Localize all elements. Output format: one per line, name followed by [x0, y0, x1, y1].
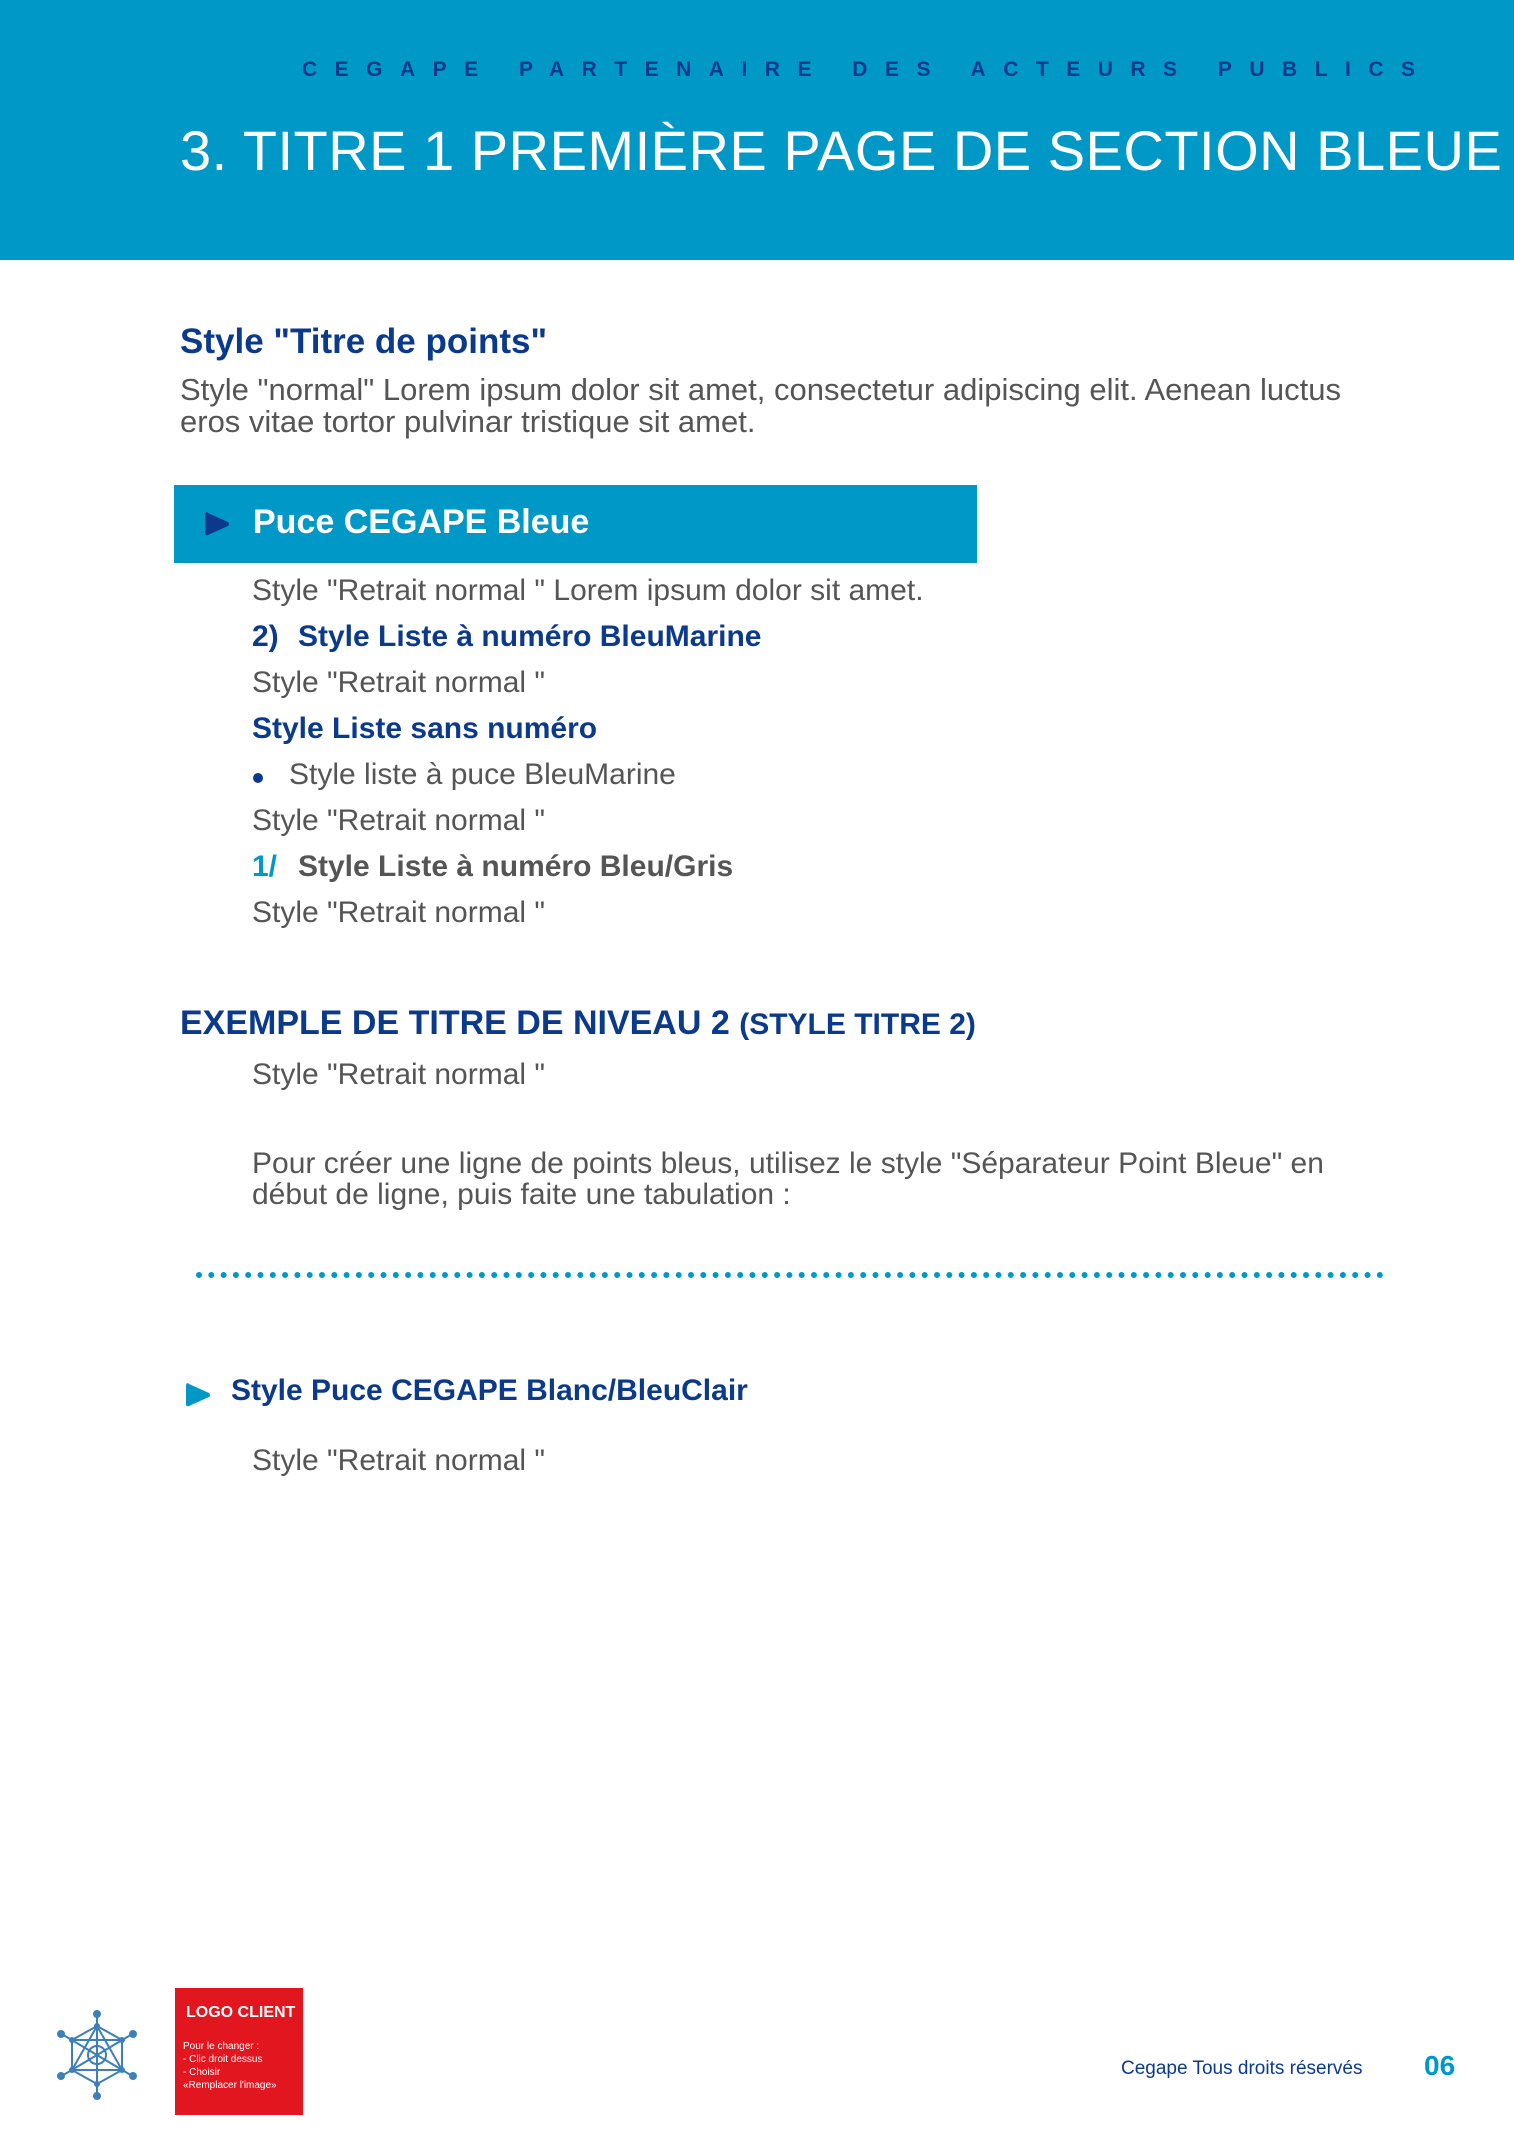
client-logo-hint-line: - Clic droit dessus — [183, 2054, 263, 2065]
retrait-normal: Style "Retrait normal " — [252, 666, 546, 699]
heading-titre-de-points: Style "Titre de points" — [180, 322, 548, 361]
header-tagline: CEGAPE PARTENAIRE DES ACTEURS PUBLICS — [302, 58, 1433, 81]
footer-copyright: Cegape Tous droits réservés — [1121, 2058, 1363, 2079]
retrait-normal-lorem: Style "Retrait normal " Lorem ipsum dolor sit amet. — [252, 574, 924, 607]
client-logo-hint-line: - Choisir — [183, 2067, 221, 2078]
client-logo-placeholder[interactable] — [175, 1988, 303, 2115]
client-logo-title: LOGO CLIENT — [186, 2004, 296, 2021]
retrait-normal: Style "Retrait normal " — [252, 804, 546, 837]
header-band — [0, 0, 1514, 260]
play-arrow-icon — [202, 509, 232, 539]
page-number: 06 — [1424, 2050, 1456, 2081]
liste-puce-bleumarine: Style liste à puce BleuMarine — [289, 758, 676, 791]
heading-level-2-suffix: (STYLE TITRE 2) — [739, 1008, 976, 1041]
play-arrow-icon — [183, 1380, 213, 1410]
dotted-separator — [196, 1270, 1390, 1280]
puce-cegape-bleue-label: Puce CEGAPE Bleue — [253, 503, 590, 541]
retrait-normal: Style "Retrait normal " — [252, 1058, 546, 1091]
liste-numero-bleugris — [252, 850, 734, 884]
client-logo-hint — [183, 2040, 277, 2092]
puce-cegape-bleue-box — [174, 485, 977, 563]
heading-level-2-main: EXEMPLE DE TITRE DE NIVEAU 2 — [180, 1004, 730, 1042]
bullet-icon — [253, 773, 263, 783]
puce-cegape-blanc-bleuclair-label: Style Puce CEGAPE Blanc/BleuClair — [231, 1374, 748, 1407]
liste-text: Style Liste à numéro Bleu/Gris — [298, 850, 734, 883]
liste-text: Style Liste à numéro BleuMarine — [298, 620, 762, 653]
section-title: 3. TITRE 1 PREMIÈRE PAGE DE SECTION BLEUE — [180, 119, 1503, 182]
normal-paragraph: Style "normal" Lorem ipsum dolor sit amet, consectetur adipiscing elit. Aenean luctus eros vitae tortor pulvinar tristique sit amet. — [180, 372, 1341, 439]
heading-level-2 — [180, 1004, 976, 1043]
liste-sans-numero: Style Liste sans numéro — [252, 712, 598, 745]
liste-numero-bleumarine — [252, 620, 762, 654]
snowflake-network-logo — [50, 2008, 144, 2102]
retrait-normal: Style "Retrait normal " — [252, 1444, 546, 1477]
liste-number: 2) — [252, 620, 279, 653]
client-logo-hint-line: «Remplacer l'image» — [183, 2080, 277, 2091]
retrait-normal: Style "Retrait normal " — [252, 896, 546, 929]
client-logo-hint-line: Pour le changer : — [183, 2041, 260, 2052]
separator-paragraph: Pour créer une ligne de points bleus, utilisez le style "Séparateur Point Bleue" en début de ligne, puis faite une tabulation : — [252, 1147, 1324, 1211]
liste-number: 1/ — [252, 850, 278, 883]
